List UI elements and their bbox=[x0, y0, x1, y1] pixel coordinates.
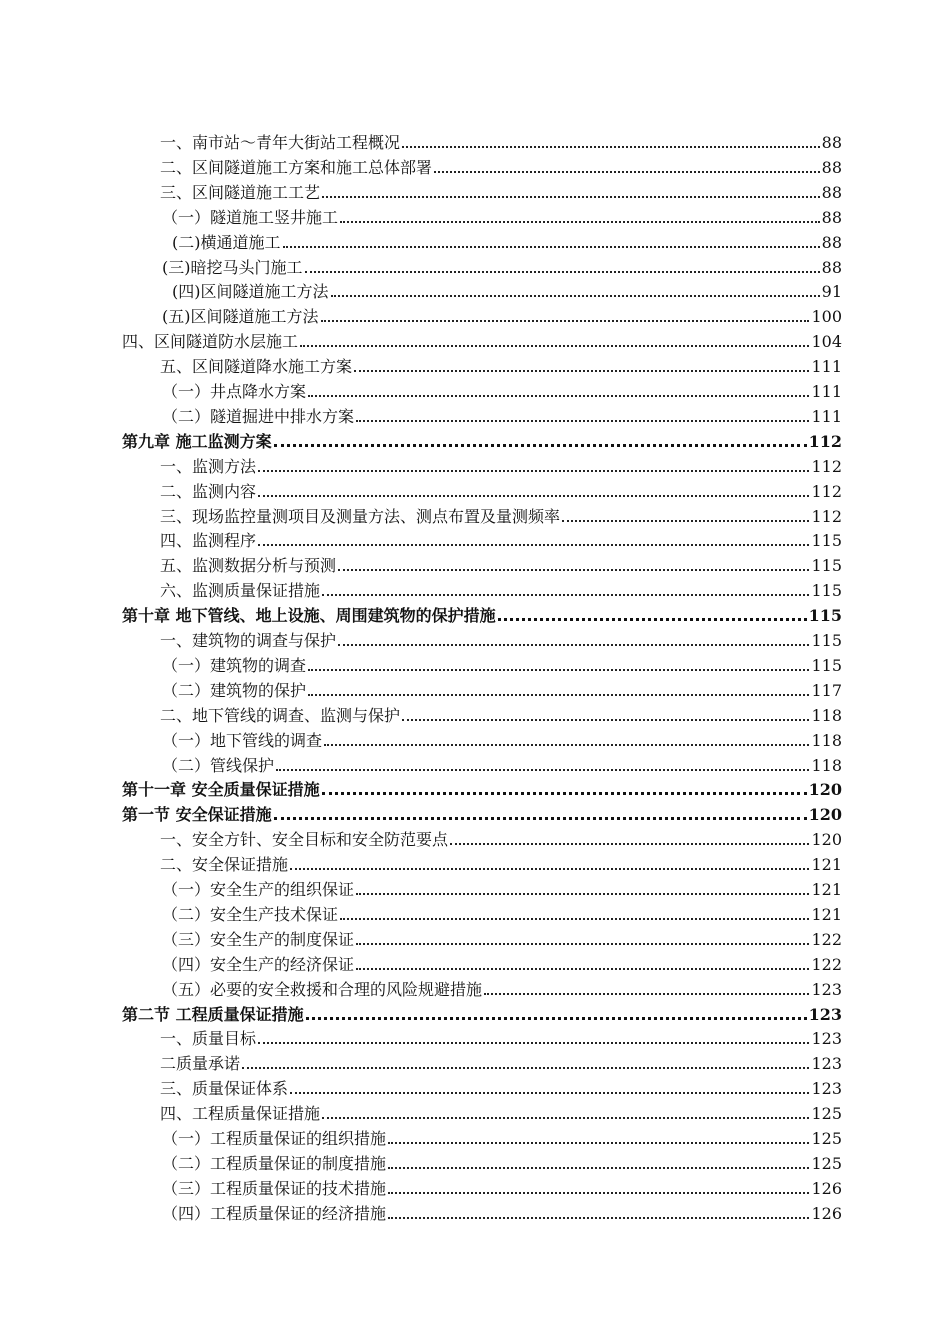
toc-entry-page-number: 123 bbox=[811, 1029, 842, 1049]
toc-entry[interactable] bbox=[160, 355, 842, 377]
toc-entry-page-number: 123 bbox=[811, 1079, 842, 1099]
dot-leader bbox=[388, 1122, 809, 1144]
toc-entry-page-number: 111 bbox=[811, 357, 842, 377]
toc-entry-page-number: 91 bbox=[821, 282, 842, 302]
toc-entry[interactable] bbox=[162, 878, 842, 900]
toc-entry-title: 第十章 地下管线、地上设施、周围建筑物的保护措施 bbox=[122, 606, 496, 626]
toc-entry-title: (三)暗挖马头门施工 bbox=[162, 257, 303, 277]
toc-entry[interactable] bbox=[162, 1127, 842, 1149]
dot-leader bbox=[322, 574, 809, 596]
toc-entry-title: 二、区间隧道施工方案和施工总体部署 bbox=[160, 157, 433, 177]
toc-entry[interactable] bbox=[160, 181, 842, 203]
dot-leader bbox=[356, 923, 809, 945]
toc-entry[interactable] bbox=[162, 1152, 842, 1174]
toc-entry[interactable] bbox=[162, 928, 842, 950]
toc-entry-title: 一、安全方针、安全目标和安全防范要点 bbox=[160, 830, 449, 850]
toc-entry-page-number: 88 bbox=[821, 232, 842, 252]
toc-entry[interactable] bbox=[162, 679, 842, 701]
dot-leader bbox=[356, 400, 809, 422]
toc-entry-title: （四）工程质量保证的经济措施 bbox=[162, 1203, 387, 1223]
toc-entry-title: (四)区间隧道施工方法 bbox=[172, 282, 329, 302]
toc-entry-title: （二）隧道掘进中排水方案 bbox=[162, 406, 355, 426]
dot-leader bbox=[356, 948, 809, 970]
toc-entry[interactable] bbox=[160, 505, 842, 527]
toc-entry-page-number: 115 bbox=[811, 655, 842, 675]
toc-entry-title: 二、地下管线的调查、监测与保护 bbox=[160, 705, 401, 725]
toc-entry[interactable] bbox=[162, 1177, 842, 1199]
toc-entry-page-number: 111 bbox=[811, 382, 842, 401]
toc-entry-title: 二、安全保证措施 bbox=[160, 855, 289, 875]
dot-leader bbox=[300, 325, 809, 347]
toc-entry-title: 第十一章 安全质量保证措施 bbox=[122, 780, 320, 800]
toc-entry-page-number: 104 bbox=[811, 332, 842, 352]
dot-leader bbox=[322, 772, 807, 795]
toc-heading-entry[interactable] bbox=[122, 803, 842, 825]
toc-entry[interactable] bbox=[160, 156, 842, 178]
toc-entry[interactable] bbox=[160, 704, 842, 726]
toc-entry-title: 二、监测内容 bbox=[160, 481, 257, 501]
toc-entry[interactable] bbox=[162, 903, 842, 925]
toc-entry-title: 三、区间隧道施工工艺 bbox=[160, 182, 321, 202]
dot-leader bbox=[402, 126, 820, 148]
toc-entry[interactable] bbox=[162, 654, 842, 676]
dot-leader bbox=[283, 226, 820, 248]
dot-leader bbox=[562, 500, 809, 522]
dot-leader bbox=[276, 749, 809, 771]
toc-heading-entry[interactable] bbox=[122, 1003, 842, 1025]
toc-entry-page-number: 126 bbox=[811, 1203, 842, 1223]
dot-leader bbox=[450, 823, 809, 845]
toc-entry-page-number: 118 bbox=[811, 730, 842, 750]
toc-entry-title: 三、质量保证体系 bbox=[160, 1079, 289, 1099]
dot-leader bbox=[340, 898, 809, 920]
toc-entry[interactable] bbox=[160, 554, 842, 576]
toc-entry[interactable] bbox=[160, 828, 842, 850]
toc-entry-page-number: 122 bbox=[811, 929, 842, 949]
toc-entry-title: （一）工程质量保证的组织措施 bbox=[162, 1129, 387, 1148]
toc-entry-page-number: 112 bbox=[808, 431, 842, 451]
toc-entry-title: 第九章 施工监测方案 bbox=[122, 431, 272, 451]
toc-entry-title: 一、南市站～青年大街站工程概况 bbox=[160, 133, 401, 152]
toc-entry-title: 一、监测方法 bbox=[160, 456, 257, 476]
dot-leader bbox=[308, 674, 809, 696]
toc-entry-title: 三、现场监控量测项目及测量方法、测点布置及量测频率 bbox=[160, 506, 561, 526]
toc-entry-title: （三）工程质量保证的技术措施 bbox=[162, 1178, 387, 1198]
dot-leader bbox=[258, 475, 809, 497]
dot-leader bbox=[308, 649, 809, 671]
dot-leader bbox=[290, 848, 809, 870]
toc-entry[interactable] bbox=[160, 455, 842, 477]
dot-leader bbox=[388, 1197, 809, 1219]
toc-entry-title: （五）必要的安全救援和合理的风险规避措施 bbox=[162, 979, 483, 999]
toc-entry-page-number: 123 bbox=[811, 979, 842, 999]
toc-entry-page-number: 88 bbox=[821, 133, 842, 152]
toc-heading-entry[interactable] bbox=[122, 604, 842, 626]
dot-leader bbox=[308, 375, 809, 397]
toc-entry-title: （四）安全生产的经济保证 bbox=[162, 954, 355, 974]
toc-entry-page-number: 126 bbox=[811, 1178, 842, 1198]
dot-leader bbox=[331, 275, 820, 297]
toc-entry-page-number: 88 bbox=[821, 257, 842, 277]
toc-entry-title: （二）建筑物的保护 bbox=[162, 680, 307, 700]
toc-entry-title: 一、质量目标 bbox=[160, 1029, 257, 1049]
toc-entry[interactable] bbox=[160, 1102, 842, 1124]
toc-entry[interactable] bbox=[162, 1202, 842, 1224]
dot-leader bbox=[338, 624, 809, 646]
toc-entry-page-number: 118 bbox=[811, 705, 842, 725]
toc-entry-title: （一）地下管线的调查 bbox=[162, 730, 323, 750]
toc-entry-page-number: 120 bbox=[808, 805, 842, 825]
toc-entry[interactable] bbox=[160, 629, 842, 651]
dot-leader bbox=[258, 524, 809, 546]
toc-entry-page-number: 88 bbox=[821, 182, 842, 202]
toc-entry-title: (二)横通道施工 bbox=[172, 232, 281, 252]
toc-entry-title: (五)区间隧道施工方法 bbox=[162, 307, 319, 327]
toc-entry[interactable] bbox=[160, 480, 842, 502]
toc-entry-title: 一、建筑物的调查与保护 bbox=[160, 631, 337, 650]
toc-entry-page-number: 115 bbox=[811, 531, 842, 551]
toc-entry-page-number: 111 bbox=[811, 406, 842, 426]
dot-leader bbox=[322, 176, 820, 198]
dot-leader bbox=[274, 424, 807, 447]
dot-leader bbox=[434, 151, 820, 173]
toc-entry[interactable] bbox=[162, 206, 842, 228]
toc-entry-title: （二）工程质量保证的制度措施 bbox=[162, 1153, 387, 1173]
toc-entry[interactable] bbox=[122, 330, 842, 352]
dot-leader bbox=[274, 797, 807, 820]
toc-entry-title: 五、监测数据分析与预测 bbox=[160, 556, 337, 576]
toc-entry-page-number: 115 bbox=[811, 556, 842, 576]
toc-entry-page-number: 115 bbox=[811, 631, 842, 650]
toc-entry[interactable] bbox=[160, 131, 842, 153]
toc-entry[interactable] bbox=[162, 380, 842, 402]
toc-entry-page-number: 120 bbox=[808, 780, 842, 800]
toc-entry-page-number: 117 bbox=[811, 680, 842, 700]
toc-entry-title: 四、工程质量保证措施 bbox=[160, 1104, 321, 1124]
toc-entry[interactable] bbox=[172, 231, 842, 253]
dot-leader bbox=[242, 1047, 809, 1069]
toc-entry-page-number: 112 bbox=[811, 506, 842, 526]
dot-leader bbox=[498, 598, 807, 621]
dot-leader bbox=[322, 1097, 809, 1119]
toc-entry[interactable] bbox=[172, 280, 842, 302]
toc-entry-title: （三）安全生产的制度保证 bbox=[162, 929, 355, 949]
toc-entry[interactable] bbox=[160, 1077, 842, 1099]
toc-entry-title: 六、监测质量保证措施 bbox=[160, 581, 321, 601]
dot-leader bbox=[340, 201, 820, 223]
dot-leader bbox=[388, 1147, 809, 1169]
toc-entry[interactable] bbox=[160, 1027, 842, 1049]
dot-leader bbox=[354, 350, 809, 372]
dot-leader bbox=[306, 997, 807, 1020]
toc-entry-title: 二质量承诺 bbox=[160, 1054, 241, 1074]
dot-leader bbox=[321, 300, 810, 322]
toc-heading-entry[interactable] bbox=[122, 430, 842, 452]
dot-leader bbox=[258, 450, 809, 472]
toc-entry[interactable] bbox=[160, 1052, 842, 1074]
toc-entry-page-number: 122 bbox=[811, 954, 842, 974]
toc-entry-title: （二）安全生产技术保证 bbox=[162, 904, 339, 924]
toc-entry[interactable] bbox=[162, 953, 842, 975]
toc-entry-page-number: 115 bbox=[811, 581, 842, 601]
toc-entry-page-number: 121 bbox=[811, 880, 842, 899]
dot-leader bbox=[402, 699, 809, 721]
toc-entry-page-number: 123 bbox=[811, 1054, 842, 1074]
toc-entry-page-number: 112 bbox=[811, 456, 842, 476]
toc-entry-title: （一）建筑物的调查 bbox=[162, 655, 307, 675]
toc-entry[interactable] bbox=[162, 729, 842, 751]
dot-leader bbox=[388, 1172, 809, 1194]
toc-entry[interactable] bbox=[160, 529, 842, 551]
toc-entry-page-number: 88 bbox=[821, 157, 842, 177]
toc-entry-page-number: 125 bbox=[811, 1129, 842, 1148]
toc-entry-page-number: 118 bbox=[811, 755, 842, 775]
dot-leader bbox=[356, 873, 809, 895]
dot-leader bbox=[290, 1072, 809, 1094]
toc-entry-title: 四、监测程序 bbox=[160, 531, 257, 551]
toc-entry-title: （一）隧道施工竖井施工 bbox=[162, 207, 339, 227]
toc-entry-page-number: 88 bbox=[821, 207, 842, 227]
dot-leader bbox=[258, 1022, 809, 1044]
toc-entry-page-number: 123 bbox=[808, 1004, 842, 1024]
toc-entry-title: 第二节 工程质量保证措施 bbox=[122, 1004, 304, 1024]
toc-entry-page-number: 120 bbox=[811, 830, 842, 850]
dot-leader bbox=[305, 251, 820, 273]
toc-entry-title: 第一节 安全保证措施 bbox=[122, 805, 272, 825]
toc-entry-title: 四、区间隧道防水层施工 bbox=[122, 332, 299, 352]
dot-leader bbox=[484, 973, 809, 995]
toc-entry-title: 五、区间隧道降水施工方案 bbox=[160, 357, 353, 377]
toc-entry-page-number: 121 bbox=[811, 904, 842, 924]
toc-entry-title: （二）管线保护 bbox=[162, 755, 275, 775]
toc-entry[interactable] bbox=[162, 305, 842, 327]
toc-entry-page-number: 112 bbox=[811, 481, 842, 501]
toc-entry-page-number: 115 bbox=[808, 606, 842, 626]
dot-leader bbox=[338, 549, 809, 571]
toc-entry[interactable] bbox=[162, 256, 842, 278]
toc-entry-title: （一）井点降水方案 bbox=[162, 382, 307, 401]
toc-entry-page-number: 121 bbox=[811, 855, 842, 875]
toc-entry-title: （一）安全生产的组织保证 bbox=[162, 880, 355, 899]
toc-entry-page-number: 125 bbox=[811, 1153, 842, 1173]
toc-entry-page-number: 100 bbox=[811, 307, 842, 327]
toc-entry-page-number: 125 bbox=[811, 1104, 842, 1124]
toc-entry[interactable] bbox=[160, 853, 842, 875]
dot-leader bbox=[324, 724, 809, 746]
